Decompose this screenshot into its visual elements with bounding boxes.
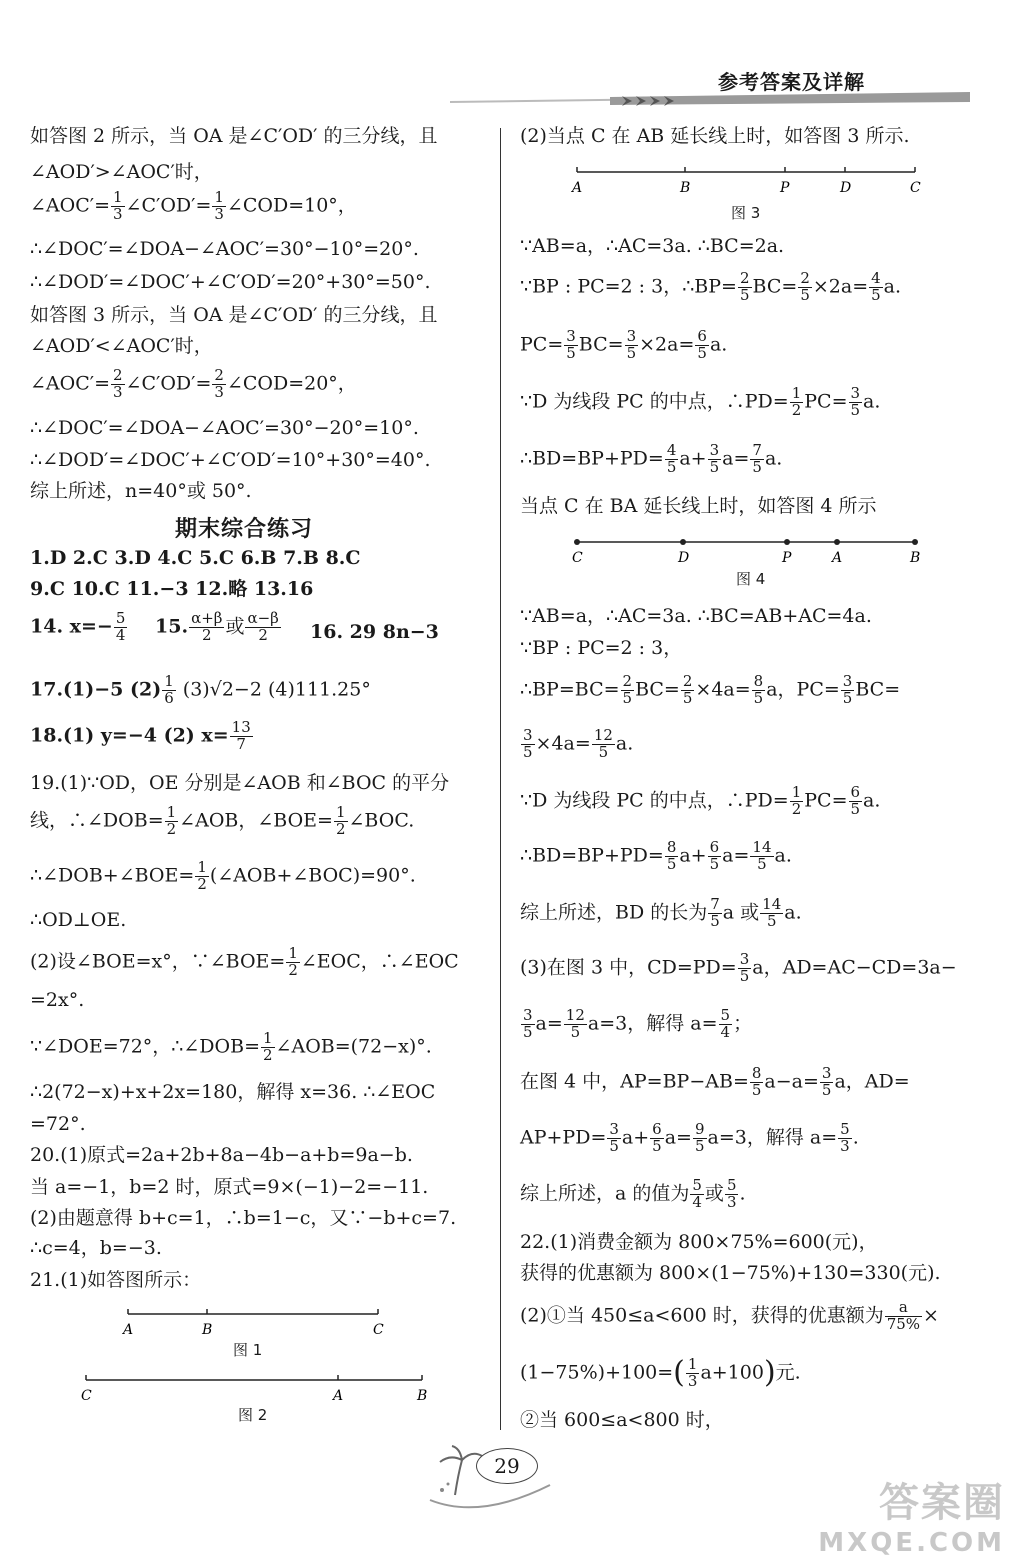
answer-line: =72°. bbox=[30, 1113, 86, 1135]
fraction: $\frac{13}{7}$ bbox=[231, 718, 251, 753]
section-title: 期末综合练习 bbox=[175, 517, 314, 542]
point-label: C bbox=[910, 180, 921, 196]
fraction: $\frac{5}{3}$ bbox=[840, 1120, 850, 1155]
answer-line: 9.C 10.C 11.−3 12.略 13.16 bbox=[30, 578, 314, 600]
answer-line: ∵∠DOE=72°，∴∠DOB= $\frac{1}{2}$ ∠AOB=(72−x)°. bbox=[30, 1029, 432, 1064]
text-line: (2)①当 450≤a<600 时，获得的优惠额为 $\frac{a}{75\%}$ × bbox=[520, 1298, 939, 1333]
text-line: ∴∠DOD′=∠DOC′+∠C′OD′=20°+30°=50°. bbox=[30, 271, 431, 293]
fraction: $\frac{2}{5}$ bbox=[622, 672, 633, 707]
text-line: $\frac{3}{5}$ ×4a= $\frac{12}{5}$ a. bbox=[523, 726, 634, 761]
text-line: ∵BP : PC=2 : 3，∴BP= $\frac{2}{5}$ BC= $\frac{2}{5}$ ×2a= $\frac{4}{5}$ a. bbox=[520, 269, 902, 304]
answer-line: 16. 29 8n−3 bbox=[310, 621, 439, 643]
point-label: C bbox=[373, 1322, 384, 1338]
figure-1 bbox=[110, 1300, 400, 1340]
fraction: $\frac{12}{5}$ bbox=[593, 726, 613, 761]
text-line: 获得的优惠额为 800×(1−75%)+130=330(元). bbox=[520, 1262, 941, 1284]
fraction: $\frac{2}{5}$ bbox=[682, 672, 693, 707]
text-line: PC= $\frac{3}{5}$ BC= $\frac{3}{5}$ ×2a= $\frac{6}{5}$ a. bbox=[520, 327, 728, 362]
text-line: ∵D 为线段 PC 的中点，∴PD= $\frac{1}{2}$ PC= $\frac{6}{5}$ a. bbox=[520, 783, 881, 818]
answer-line: 17.(1)−5 (2) $\frac{1}{6}$ (3)√2−2 (4)111.25° bbox=[30, 672, 371, 707]
point-label: B bbox=[680, 180, 691, 196]
answer-line: (2)由题意得 b+c=1，∴b=1−c，又∵−b+c=7. bbox=[30, 1207, 457, 1229]
page-number: 29 bbox=[476, 1448, 538, 1484]
fraction: $\frac{8}{5}$ bbox=[666, 838, 677, 873]
text-line: ②当 600≤a<800 时， bbox=[520, 1409, 724, 1431]
figure-caption: 图 2 bbox=[238, 1406, 268, 1424]
fraction: $\frac{3}{5}$ bbox=[523, 726, 533, 761]
text-line: ∵AB=a，∴AC=3a. ∴BC=2a. bbox=[520, 235, 785, 257]
figure-caption: 图 1 bbox=[233, 1341, 263, 1359]
answer-line: 18.(1) y=−4 (2) x= $\frac{13}{7}$ bbox=[30, 718, 251, 753]
text-line: ∴BD=BP+PD= $\frac{8}{5}$ a+ $\frac{6}{5}$ a= $\frac{14}{5}$ a. bbox=[520, 838, 792, 873]
fraction: $\frac{6}{5}$ bbox=[697, 327, 707, 362]
text-line: ∠AOC′= $\frac{2}{3}$ ∠C′OD′= $\frac{2}{3}$ ∠COD=20°， bbox=[30, 366, 357, 401]
fraction: $\frac{2}{3}$ bbox=[214, 366, 224, 401]
watermark-url: MXQE.COM bbox=[818, 1528, 1005, 1558]
answer-line: =2x°. bbox=[30, 989, 85, 1011]
point-label: D bbox=[840, 180, 852, 196]
answer-line: ∴OD⊥OE. bbox=[30, 909, 127, 931]
text-line: 综上所述，BD 的长为 $\frac{7}{5}$ a 或 $\frac{14}{5}$ a. bbox=[520, 895, 802, 930]
fraction: $\frac{14}{5}$ bbox=[762, 895, 782, 930]
answer-line: 1.D 2.C 3.D 4.C 5.C 6.B 7.B 8.C bbox=[30, 547, 361, 569]
fraction: $\frac{7}{5}$ bbox=[752, 441, 762, 476]
text-line: 如答图 2 所示，当 OA 是∠C′OD′ 的三分线，且 bbox=[30, 125, 438, 147]
answer-line: ∴∠DOB+∠BOE= $\frac{1}{2}$ (∠AOB+∠BOC)=90°. bbox=[30, 858, 416, 893]
answer-line: 当 a=−1，b=2 时，原式=9×(−1)−2=−11. bbox=[30, 1176, 429, 1198]
watermark-title: 答案圈 bbox=[879, 1480, 1005, 1526]
text-line: ∵D 为线段 PC 的中点，∴PD= $\frac{1}{2}$ PC= $\frac{3}{5}$ a. bbox=[520, 384, 881, 419]
point-label: B bbox=[417, 1388, 428, 1404]
fraction: $\frac{1}{2}$ bbox=[288, 944, 298, 979]
text-line: (1−75%)+100=( $\frac{1}{3}$ a+100)元. bbox=[520, 1355, 801, 1390]
fraction: $\frac{\alpha-\beta}{2}$ bbox=[247, 609, 279, 644]
fraction: $\frac{2}{5}$ bbox=[800, 269, 810, 304]
text-line: 当点 C 在 BA 延长线上时，如答图 4 所示 bbox=[520, 495, 877, 517]
point-label: P bbox=[780, 180, 790, 196]
fraction: $\frac{5}{4}$ bbox=[115, 609, 126, 644]
fraction: $\frac{3}{5}$ bbox=[609, 1120, 619, 1155]
answer-line: ∴2(72−x)+x+2x=180，解得 x=36. ∴∠EOC bbox=[30, 1081, 436, 1103]
fraction: $\frac{14}{5}$ bbox=[752, 838, 772, 873]
fraction: $\frac{3}{5}$ bbox=[626, 327, 637, 362]
fraction: $\frac{1}{3}$ bbox=[214, 188, 224, 223]
text-line: ∠AOD′<∠AOC′时， bbox=[30, 335, 213, 357]
text-line: ∴∠DOC′=∠DOA−∠AOC′=30°−20°=10°. bbox=[30, 417, 419, 439]
text-line: 在图 4 中，AP=BP−AB= $\frac{8}{5}$ a−a= $\frac{3}{5}$ a，AD= bbox=[520, 1064, 910, 1099]
fraction: $\frac{8}{5}$ bbox=[753, 672, 764, 707]
text-line: (3)在图 3 中，CD=PD= $\frac{3}{5}$ a，AD=AC−CD=3a− bbox=[520, 950, 957, 985]
fraction: $\frac{1}{3}$ bbox=[113, 188, 123, 223]
fraction: $\frac{6}{5}$ bbox=[652, 1120, 662, 1155]
fraction: $\frac{1}{2}$ bbox=[791, 384, 802, 419]
fraction: $\frac{3}{5}$ bbox=[523, 1006, 533, 1041]
point-label: A bbox=[333, 1388, 344, 1404]
fraction: $\frac{3}{5}$ bbox=[821, 1064, 832, 1099]
text-line: ∴∠DOC′=∠DOA−∠AOC′=30°−10°=20°. bbox=[30, 238, 419, 260]
fraction: $\frac{5}{3}$ bbox=[726, 1176, 737, 1211]
answer-line: 21.(1)如答图所示： bbox=[30, 1269, 202, 1291]
text-line: ∴BD=BP+PD= $\frac{4}{5}$ a+ $\frac{3}{5}$ a= $\frac{7}{5}$ a. bbox=[520, 441, 783, 476]
fraction: $\frac{3}{5}$ bbox=[850, 384, 861, 419]
point-label: C bbox=[81, 1388, 92, 1404]
text-line: 22.(1)消费金额为 800×75%=600(元)， bbox=[520, 1231, 878, 1253]
text-line: (2)当点 C 在 AB 延长线上时，如答图 3 所示. bbox=[520, 125, 910, 147]
point-label: D bbox=[678, 550, 690, 566]
text-line: 如答图 3 所示，当 OA 是∠C′OD′ 的三分线，且 bbox=[30, 304, 438, 326]
fraction: $\frac{5}{4}$ bbox=[692, 1176, 702, 1211]
fraction: $\frac{7}{5}$ bbox=[710, 895, 720, 930]
fraction: $\frac{6}{5}$ bbox=[850, 783, 861, 818]
fraction: $\frac{4}{5}$ bbox=[871, 269, 881, 304]
answer-line: 15. $\frac{\alpha+\beta}{2}$ 或 $\frac{\alpha-\beta}{2}$ bbox=[155, 609, 279, 644]
point-label: B bbox=[202, 1322, 213, 1338]
fraction: $\frac{3}{5}$ bbox=[842, 672, 853, 707]
figure-4 bbox=[565, 530, 930, 570]
fraction: $\frac{1}{2}$ bbox=[197, 858, 207, 893]
figure-3 bbox=[565, 158, 930, 198]
point-label: A bbox=[832, 550, 843, 566]
answer-line: ∴c=4，b=−3. bbox=[30, 1237, 162, 1259]
text-line: AP+PD= $\frac{3}{5}$ a+ $\frac{6}{5}$ a= $\frac{9}{5}$ a=3，解得 a= $\frac{5}{3}$ . bbox=[520, 1120, 859, 1155]
watermark bbox=[818, 1471, 1005, 1558]
answer-line: 20.(1)原式=2a+2b+8a−4b−a+b=9a−b. bbox=[30, 1144, 413, 1166]
fraction: $\frac{a}{75\%}$ bbox=[886, 1298, 921, 1333]
header-decoration bbox=[450, 92, 970, 110]
fraction: $\frac{2}{3}$ bbox=[113, 366, 123, 401]
text-line: ∵AB=a，∴AC=3a. ∴BC=AB+AC=4a. bbox=[520, 605, 872, 627]
fraction: $\frac{1}{2}$ bbox=[791, 783, 802, 818]
fraction: $\frac{1}{2}$ bbox=[335, 803, 346, 838]
answer-line: 线，∴∠DOB= $\frac{1}{2}$ ∠AOB，∠BOE= $\frac{1}{2}$ ∠BOC. bbox=[30, 803, 415, 838]
fraction: $\frac{8}{5}$ bbox=[751, 1064, 762, 1099]
fraction: $\frac{\alpha+\beta}{2}$ bbox=[191, 609, 223, 644]
fraction: $\frac{2}{5}$ bbox=[739, 269, 750, 304]
fraction: $\frac{1}{2}$ bbox=[263, 1029, 273, 1064]
text-line: ∵BP : PC=2 : 3， bbox=[520, 637, 683, 659]
point-label: B bbox=[910, 550, 921, 566]
text-line: 综上所述，a 的值为 $\frac{5}{4}$ 或 $\frac{5}{3}$ . bbox=[520, 1176, 746, 1211]
point-label: P bbox=[782, 550, 792, 566]
column-divider bbox=[500, 128, 501, 1430]
fraction: $\frac{3}{5}$ bbox=[566, 327, 576, 362]
text-line: ∠AOC′= $\frac{1}{3}$ ∠C′OD′= $\frac{1}{3}$ ∠COD=10°， bbox=[30, 188, 357, 223]
figure-caption: 图 4 bbox=[736, 570, 766, 588]
figure-2 bbox=[70, 1368, 440, 1408]
fraction: $\frac{1}{6}$ bbox=[164, 672, 174, 707]
point-label: A bbox=[123, 1322, 134, 1338]
fraction: $\frac{4}{5}$ bbox=[666, 441, 677, 476]
text-line: ∴BP=BC= $\frac{2}{5}$ BC= $\frac{2}{5}$ ×4a= $\frac{8}{5}$ a，PC= $\frac{3}{5}$ BC= bbox=[520, 672, 901, 707]
figure-caption: 图 3 bbox=[731, 204, 761, 222]
fraction: $\frac{1}{3}$ bbox=[687, 1355, 698, 1390]
fraction: $\frac{6}{5}$ bbox=[709, 838, 720, 873]
point-label: C bbox=[572, 550, 583, 566]
text-line: ∠AOD′>∠AOC′时， bbox=[30, 161, 213, 183]
answer-line: 19.(1)∵OD，OE 分别是∠AOB 和∠BOC 的平分 bbox=[30, 772, 450, 794]
text-line: $\frac{3}{5}$ a= $\frac{12}{5}$ a=3，解得 a= $\frac{5}{4}$ ； bbox=[523, 1006, 753, 1041]
answer-line: (2)设∠BOE=x°，∵∠BOE= $\frac{1}{2}$ ∠EOC，∴∠EOC bbox=[30, 944, 459, 979]
fraction: $\frac{5}{4}$ bbox=[720, 1006, 731, 1041]
text-line: ∴∠DOD′=∠DOC′+∠C′OD′=10°+30°=40°. bbox=[30, 449, 431, 471]
fraction: $\frac{3}{5}$ bbox=[709, 441, 720, 476]
fraction: $\frac{1}{2}$ bbox=[166, 803, 177, 838]
point-label: A bbox=[572, 180, 583, 196]
fraction: $\frac{3}{5}$ bbox=[739, 950, 750, 985]
fraction: $\frac{12}{5}$ bbox=[565, 1006, 585, 1041]
text-line: 综上所述，n=40°或 50°. bbox=[30, 480, 252, 502]
answer-line: 14. x=− $\frac{5}{4}$ bbox=[30, 609, 126, 644]
fraction: $\frac{9}{5}$ bbox=[694, 1120, 705, 1155]
header-title: 参考答案及详解 bbox=[718, 70, 865, 94]
